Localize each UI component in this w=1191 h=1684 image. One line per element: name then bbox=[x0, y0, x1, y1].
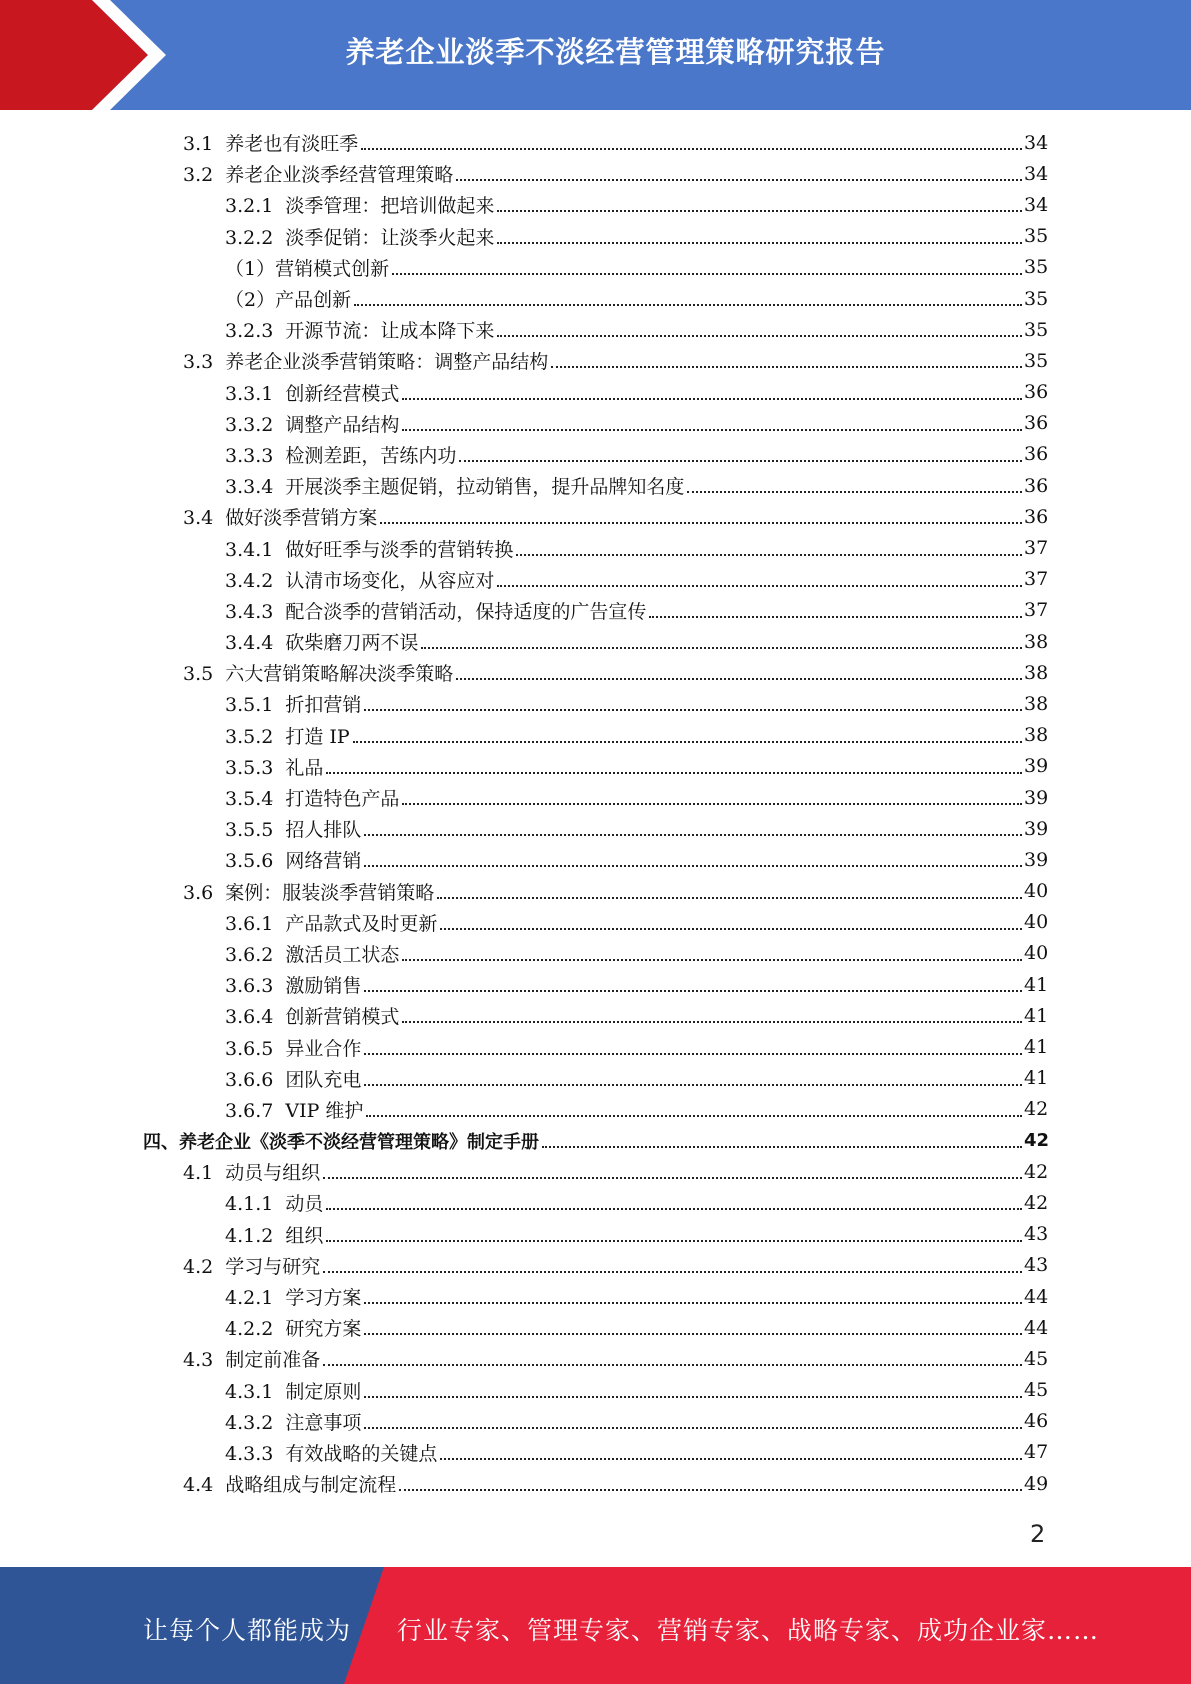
toc-entry[interactable] bbox=[0, 907, 1048, 938]
toc-entry-page: 43 bbox=[1024, 1223, 1049, 1246]
toc-dot-leader bbox=[364, 865, 1022, 867]
toc-entry-label: 淡季促销：让淡季火起来 bbox=[285, 226, 495, 249]
toc-entry-label: 创新经营模式 bbox=[285, 382, 400, 405]
toc-entry[interactable] bbox=[0, 1156, 1048, 1187]
toc-entry-lead bbox=[225, 410, 1024, 437]
toc-entry[interactable] bbox=[0, 377, 1048, 408]
toc-entry-lead bbox=[225, 784, 1024, 811]
toc-entry-label: 淡季管理：把培训做起来 bbox=[285, 195, 495, 218]
toc-entry-number: 3.5.2 bbox=[225, 725, 274, 748]
toc-entry-page: 42 bbox=[1024, 1191, 1049, 1214]
toc-entry-number: 3.3.1 bbox=[225, 382, 274, 405]
toc-entry-lead bbox=[225, 254, 1024, 281]
toc-entry-label: 开展淡季主题促销，拉动销售，提升品牌知名度 bbox=[285, 476, 685, 499]
toc-entry[interactable] bbox=[0, 1343, 1048, 1374]
toc-entry[interactable] bbox=[0, 1031, 1048, 1062]
toc-entry-page: 35 bbox=[1024, 349, 1049, 372]
toc-entry-lead bbox=[183, 1252, 1024, 1279]
toc-entry-page: 38 bbox=[1024, 630, 1049, 653]
toc-entry-label: 制定原则 bbox=[285, 1380, 362, 1403]
toc-entry-number: 4.3.1 bbox=[225, 1380, 274, 1403]
toc-entry-page: 35 bbox=[1024, 318, 1049, 341]
toc-entry[interactable] bbox=[0, 938, 1048, 969]
toc-entry[interactable] bbox=[0, 1281, 1048, 1312]
toc-entry-page: 39 bbox=[1024, 786, 1049, 809]
toc-entry-number: 3.6.1 bbox=[225, 912, 274, 935]
toc-entry-label: （1）营销模式创新 bbox=[225, 257, 390, 280]
toc-dot-leader bbox=[402, 429, 1022, 431]
toc-entry-label: 招人排队 bbox=[285, 819, 362, 842]
toc-entry[interactable] bbox=[0, 595, 1048, 626]
toc-dot-leader bbox=[323, 1177, 1022, 1179]
toc-entry[interactable] bbox=[0, 470, 1048, 501]
toc-entry-label: 动员与组织 bbox=[225, 1162, 321, 1185]
toc-entry[interactable] bbox=[0, 813, 1048, 844]
toc-entry-number: 4.1 bbox=[183, 1162, 214, 1185]
toc-entry-lead bbox=[225, 1189, 1024, 1216]
toc-entry-lead bbox=[225, 1439, 1024, 1466]
toc-entry[interactable] bbox=[0, 1219, 1048, 1250]
toc-dot-leader bbox=[364, 1302, 1022, 1304]
toc-entry[interactable] bbox=[0, 1000, 1048, 1031]
toc-entry-lead bbox=[225, 1283, 1024, 1310]
toc-entry-page: 36 bbox=[1024, 443, 1049, 466]
toc-entry-number: 4.1.1 bbox=[225, 1193, 274, 1216]
toc-entry-lead bbox=[143, 1128, 1024, 1154]
toc-entry[interactable] bbox=[0, 844, 1048, 875]
toc-entry-page: 38 bbox=[1024, 692, 1049, 715]
toc-entry-number: 3.4.1 bbox=[225, 538, 274, 561]
toc-entry-label: 激活员工状态 bbox=[285, 943, 400, 966]
toc-entry-number: 3.6.3 bbox=[225, 975, 274, 998]
toc-dot-leader bbox=[459, 460, 1022, 462]
toc-entry-number: 3.6.2 bbox=[225, 943, 274, 966]
toc-dot-leader bbox=[364, 1396, 1022, 1398]
toc-entry-lead bbox=[225, 1002, 1024, 1029]
toc-entry-page: 42 bbox=[1024, 1098, 1049, 1121]
toc-entry-page: 36 bbox=[1024, 474, 1049, 497]
toc-entry-label: 配合淡季的营销活动，保持适度的广告宣传 bbox=[285, 600, 647, 623]
toc-entry-label: 有效战略的关键点 bbox=[285, 1442, 438, 1465]
toc-entry-number: 3.6 bbox=[183, 881, 214, 904]
toc-entry-number: 3.2.1 bbox=[225, 195, 274, 218]
toc-entry-label: 养老企业淡季营销策略：调整产品结构 bbox=[225, 351, 549, 374]
toc-entry-lead bbox=[225, 285, 1024, 312]
toc-entry[interactable] bbox=[0, 532, 1048, 563]
toc-dot-leader bbox=[402, 959, 1022, 961]
toc-entry-label: 激励销售 bbox=[285, 975, 362, 998]
toc-entry-lead bbox=[225, 316, 1024, 343]
toc-entry[interactable] bbox=[0, 720, 1048, 751]
toc-entry-page: 45 bbox=[1024, 1347, 1049, 1370]
toc-entry-label: 异业合作 bbox=[285, 1037, 362, 1060]
toc-entry-page: 40 bbox=[1024, 880, 1049, 903]
toc-entry-lead bbox=[183, 129, 1024, 156]
toc-entry[interactable] bbox=[0, 408, 1048, 439]
toc-dot-leader bbox=[323, 1271, 1022, 1273]
toc-entry-number: 3.4.4 bbox=[225, 632, 274, 655]
toc-entry[interactable] bbox=[0, 158, 1048, 189]
toc-dot-leader bbox=[402, 398, 1022, 400]
toc-entry-label: 制定前准备 bbox=[225, 1349, 321, 1372]
toc-entry-number: 3.4.2 bbox=[225, 569, 274, 592]
toc-entry-label: 团队充电 bbox=[285, 1068, 362, 1091]
toc-entry-lead bbox=[225, 1314, 1024, 1341]
toc-entry-page: 44 bbox=[1024, 1316, 1049, 1339]
toc-entry-number: 3.6.7 bbox=[225, 1099, 274, 1122]
toc-dot-leader bbox=[440, 1458, 1022, 1460]
toc-entry-label: 学习方案 bbox=[285, 1287, 362, 1310]
toc-entry-number: 3.4.3 bbox=[225, 600, 274, 623]
toc-entry-lead bbox=[225, 940, 1024, 967]
toc-entry-number: 3.3.4 bbox=[225, 476, 274, 499]
toc-entry-page: 46 bbox=[1024, 1410, 1049, 1433]
toc-entry[interactable] bbox=[0, 1375, 1048, 1406]
toc-dot-leader bbox=[551, 366, 1022, 368]
toc-dot-leader bbox=[497, 335, 1022, 337]
toc-entry-page: 39 bbox=[1024, 817, 1049, 840]
toc-entry-lead bbox=[225, 971, 1024, 998]
toc-entry-lead bbox=[225, 379, 1024, 406]
toc-entry-label: 打造 IP bbox=[285, 725, 350, 748]
toc-entry-page: 49 bbox=[1024, 1472, 1049, 1495]
toc-entry-label: （2）产品创新 bbox=[225, 289, 352, 312]
toc-entry-label: 研究方案 bbox=[285, 1318, 362, 1341]
toc-dot-leader bbox=[364, 1053, 1022, 1055]
footer-roles: 行业专家、管理专家、营销专家、战略专家、成功企业家…… bbox=[397, 1616, 1100, 1645]
toc-entry-label: 做好旺季与淡季的营销转换 bbox=[285, 538, 514, 561]
toc-entry[interactable] bbox=[0, 751, 1048, 782]
toc-entry-label: 网络营销 bbox=[285, 850, 362, 873]
toc-entry-number: 4.2.2 bbox=[225, 1318, 274, 1341]
toc-dot-leader bbox=[364, 1084, 1022, 1086]
toc-entry-label: 动员 bbox=[285, 1193, 324, 1216]
toc-dot-leader bbox=[364, 990, 1022, 992]
toc-entry-number: 3.4 bbox=[183, 507, 214, 530]
toc-entry[interactable] bbox=[0, 283, 1048, 314]
toc-entry[interactable] bbox=[0, 782, 1048, 813]
toc-dot-leader bbox=[542, 1146, 1022, 1148]
toc-entry[interactable] bbox=[0, 189, 1048, 220]
toc-dot-leader bbox=[364, 834, 1022, 836]
toc-entry-label: 检测差距，苦练内功 bbox=[285, 444, 457, 467]
toc-entry-page: 42 bbox=[1024, 1160, 1049, 1183]
toc-entry-number: 3.3 bbox=[183, 351, 214, 374]
document-title: 养老企业淡季不淡经营管理策略研究报告 bbox=[345, 35, 886, 69]
toc-entry-page: 36 bbox=[1024, 505, 1049, 528]
page-number: 2 bbox=[1030, 1520, 1046, 1548]
toc-entry-label: VIP 维护 bbox=[285, 1099, 364, 1122]
toc-entry-page: 35 bbox=[1024, 256, 1049, 279]
toc-entry-number: 4.2.1 bbox=[225, 1287, 274, 1310]
toc-entry[interactable] bbox=[0, 876, 1048, 907]
toc-entry[interactable] bbox=[0, 1063, 1048, 1094]
toc-entry-label: 做好淡季营销方案 bbox=[225, 507, 378, 530]
toc-entry-lead bbox=[225, 191, 1024, 218]
toc-entry-number: 3.3.2 bbox=[225, 413, 274, 436]
toc-entry-label: 四、养老企业《淡季不淡经营管理策略》制定手册 bbox=[143, 1131, 539, 1153]
toc-entry-lead bbox=[225, 1377, 1024, 1404]
toc-dot-leader bbox=[353, 741, 1022, 743]
toc-dot-leader bbox=[323, 1364, 1022, 1366]
toc-entry-page: 35 bbox=[1024, 287, 1049, 310]
toc-entry-label: 案例：服装淡季营销策略 bbox=[225, 881, 435, 904]
toc-entry-lead bbox=[225, 223, 1024, 250]
toc-entry-page: 37 bbox=[1024, 599, 1049, 622]
toc-entry[interactable] bbox=[0, 1406, 1048, 1437]
toc-entry-label: 注意事项 bbox=[285, 1411, 362, 1434]
toc-dot-leader bbox=[392, 273, 1022, 275]
toc-dot-leader bbox=[437, 897, 1022, 899]
toc-entry-page: 41 bbox=[1024, 1036, 1049, 1059]
toc-entry[interactable] bbox=[0, 127, 1048, 158]
footer-slogan: 让每个人都能成为 bbox=[143, 1616, 352, 1645]
toc-entry-lead bbox=[183, 160, 1024, 187]
toc-entry-number: 4.3.2 bbox=[225, 1411, 274, 1434]
toc-entry-page: 42 bbox=[1024, 1130, 1050, 1152]
toc-entry-lead bbox=[225, 909, 1024, 936]
toc-entry-page: 37 bbox=[1024, 537, 1049, 560]
toc-entry-page: 38 bbox=[1024, 724, 1049, 747]
toc-entry[interactable] bbox=[0, 657, 1048, 688]
toc-entry-number: 3.3.3 bbox=[225, 444, 274, 467]
toc-entry-lead bbox=[225, 441, 1024, 468]
page-footer bbox=[0, 1567, 1191, 1684]
toc-entry-label: 打造特色产品 bbox=[285, 788, 400, 811]
toc-dot-leader bbox=[497, 242, 1022, 244]
toc-dot-leader bbox=[497, 210, 1022, 212]
toc-entry-lead bbox=[225, 535, 1024, 562]
toc-dot-leader bbox=[364, 709, 1022, 711]
toc-entry-page: 38 bbox=[1024, 661, 1049, 684]
toc-entry-label: 六大营销策略解决淡季策略 bbox=[225, 663, 454, 686]
toc-entry-lead bbox=[225, 753, 1024, 780]
toc-entry-lead bbox=[183, 659, 1024, 686]
toc-dot-leader bbox=[402, 1021, 1022, 1023]
toc-entry-label: 礼品 bbox=[285, 756, 324, 779]
toc-entry[interactable] bbox=[0, 1125, 1048, 1156]
toc-entry-page: 34 bbox=[1024, 131, 1049, 154]
toc-entry-page: 40 bbox=[1024, 942, 1049, 965]
toc-entry-number: 3.2 bbox=[183, 164, 214, 187]
toc-dot-leader bbox=[497, 585, 1022, 587]
toc-entry-lead bbox=[225, 722, 1024, 749]
toc-entry-lead bbox=[225, 472, 1024, 499]
toc-entry-page: 43 bbox=[1024, 1254, 1049, 1277]
toc-dot-leader bbox=[402, 803, 1022, 805]
toc-entry-label: 砍柴磨刀两不误 bbox=[285, 632, 419, 655]
toc-entry-number: 4.4 bbox=[183, 1474, 214, 1497]
toc-dot-leader bbox=[649, 616, 1022, 618]
toc-entry[interactable] bbox=[0, 564, 1048, 595]
toc-dot-leader bbox=[364, 1427, 1022, 1429]
toc-entry-number: 3.6.4 bbox=[225, 1006, 274, 1029]
toc-entry-lead bbox=[183, 1470, 1024, 1497]
page-header bbox=[0, 0, 1191, 110]
toc-entry-page: 34 bbox=[1024, 193, 1049, 216]
toc-entry-label: 认清市场变化，从容应对 bbox=[285, 569, 495, 592]
toc-entry-number: 4.2 bbox=[183, 1255, 214, 1278]
toc-entry-lead bbox=[183, 1158, 1024, 1185]
toc-entry-number: 3.1 bbox=[183, 133, 214, 156]
toc-entry-lead bbox=[225, 1096, 1024, 1123]
toc-entry-label: 养老企业淡季经营管理策略 bbox=[225, 164, 454, 187]
toc-entry-number: 4.3 bbox=[183, 1349, 214, 1372]
toc-dot-leader bbox=[440, 928, 1022, 930]
toc-entry-label: 折扣营销 bbox=[285, 694, 362, 717]
toc-entry-label: 组织 bbox=[285, 1224, 324, 1247]
toc-entry[interactable] bbox=[0, 439, 1048, 470]
toc-entry-lead bbox=[225, 1408, 1024, 1435]
toc-dot-leader bbox=[380, 522, 1022, 524]
toc-entry[interactable] bbox=[0, 345, 1048, 376]
toc-entry-label: 学习与研究 bbox=[225, 1255, 321, 1278]
toc-entry-page: 40 bbox=[1024, 911, 1049, 934]
toc-entry-label: 开源节流：让成本降下来 bbox=[285, 320, 495, 343]
toc-entry-number: 3.6.6 bbox=[225, 1068, 274, 1091]
toc-dot-leader bbox=[687, 491, 1022, 493]
toc-entry[interactable] bbox=[0, 252, 1048, 283]
toc-entry-label: 战略组成与制定流程 bbox=[225, 1474, 397, 1497]
toc-entry-lead bbox=[225, 1065, 1024, 1092]
toc-dot-leader bbox=[326, 1208, 1022, 1210]
toc-entry-page: 41 bbox=[1024, 1004, 1049, 1027]
toc-entry-lead bbox=[183, 503, 1024, 530]
toc-entry-lead bbox=[225, 1221, 1024, 1248]
toc-entry[interactable] bbox=[0, 314, 1048, 345]
toc-entry-label: 创新营销模式 bbox=[285, 1006, 400, 1029]
toc-entry[interactable] bbox=[0, 221, 1048, 252]
toc-entry-lead bbox=[225, 628, 1024, 655]
toc-entry-page: 39 bbox=[1024, 848, 1049, 871]
toc-dot-leader bbox=[326, 1240, 1022, 1242]
toc-entry[interactable] bbox=[0, 1312, 1048, 1343]
toc-entry[interactable] bbox=[0, 1094, 1048, 1125]
toc-entry-label: 养老也有淡旺季 bbox=[225, 133, 359, 156]
toc-entry-page: 47 bbox=[1024, 1441, 1049, 1464]
toc-entry-page: 36 bbox=[1024, 381, 1049, 404]
toc-dot-leader bbox=[456, 179, 1022, 181]
toc-entry-number: 3.5.6 bbox=[225, 850, 274, 873]
toc-entry-lead bbox=[225, 597, 1024, 624]
toc-entry-page: 39 bbox=[1024, 755, 1049, 778]
toc-entry-page: 44 bbox=[1024, 1285, 1049, 1308]
toc-entry-number: 3.2.3 bbox=[225, 320, 274, 343]
toc-entry-label: 产品款式及时更新 bbox=[285, 912, 438, 935]
toc-entry-lead bbox=[225, 815, 1024, 842]
toc-entry-page: 37 bbox=[1024, 568, 1049, 591]
toc-entry[interactable] bbox=[0, 1187, 1048, 1218]
toc-entry-page: 36 bbox=[1024, 412, 1049, 435]
toc-entry[interactable] bbox=[0, 1468, 1048, 1499]
toc-dot-leader bbox=[421, 647, 1022, 649]
toc-entry-number: 3.5.1 bbox=[225, 694, 274, 717]
table-of-contents bbox=[0, 127, 1191, 1499]
toc-entry[interactable] bbox=[0, 969, 1048, 1000]
toc-dot-leader bbox=[361, 148, 1022, 150]
toc-dot-leader bbox=[354, 304, 1022, 306]
toc-entry-number: 3.5.3 bbox=[225, 756, 274, 779]
toc-entry[interactable] bbox=[0, 1250, 1048, 1281]
toc-entry-page: 41 bbox=[1024, 973, 1049, 996]
toc-entry-lead bbox=[225, 846, 1024, 873]
toc-entry-number: 4.1.2 bbox=[225, 1224, 274, 1247]
toc-entry[interactable] bbox=[0, 1437, 1048, 1468]
toc-entry-page: 34 bbox=[1024, 162, 1049, 185]
toc-dot-leader bbox=[366, 1115, 1022, 1117]
toc-entry[interactable] bbox=[0, 626, 1048, 657]
toc-dot-leader bbox=[364, 1333, 1022, 1335]
toc-entry-lead bbox=[225, 1034, 1024, 1061]
toc-dot-leader bbox=[326, 772, 1022, 774]
toc-dot-leader bbox=[516, 554, 1022, 556]
toc-entry-lead bbox=[225, 566, 1024, 593]
toc-entry-page: 41 bbox=[1024, 1067, 1049, 1090]
toc-entry-number: 4.3.3 bbox=[225, 1442, 274, 1465]
toc-entry-number: 3.2.2 bbox=[225, 226, 274, 249]
toc-dot-leader bbox=[399, 1489, 1022, 1491]
toc-entry[interactable] bbox=[0, 501, 1048, 532]
toc-entry-lead bbox=[183, 878, 1024, 905]
toc-entry-number: 3.5.4 bbox=[225, 788, 274, 811]
toc-entry-number: 3.5 bbox=[183, 663, 214, 686]
toc-entry-number: 3.5.5 bbox=[225, 819, 274, 842]
toc-entry-lead bbox=[183, 347, 1024, 374]
toc-entry-page: 35 bbox=[1024, 225, 1049, 248]
toc-entry-number: 3.6.5 bbox=[225, 1037, 274, 1060]
toc-entry-label: 调整产品结构 bbox=[285, 413, 400, 436]
toc-entry-lead bbox=[225, 690, 1024, 717]
toc-dot-leader bbox=[456, 678, 1022, 680]
toc-entry-page: 45 bbox=[1024, 1379, 1049, 1402]
toc-entry[interactable] bbox=[0, 688, 1048, 719]
toc-entry-lead bbox=[183, 1345, 1024, 1372]
